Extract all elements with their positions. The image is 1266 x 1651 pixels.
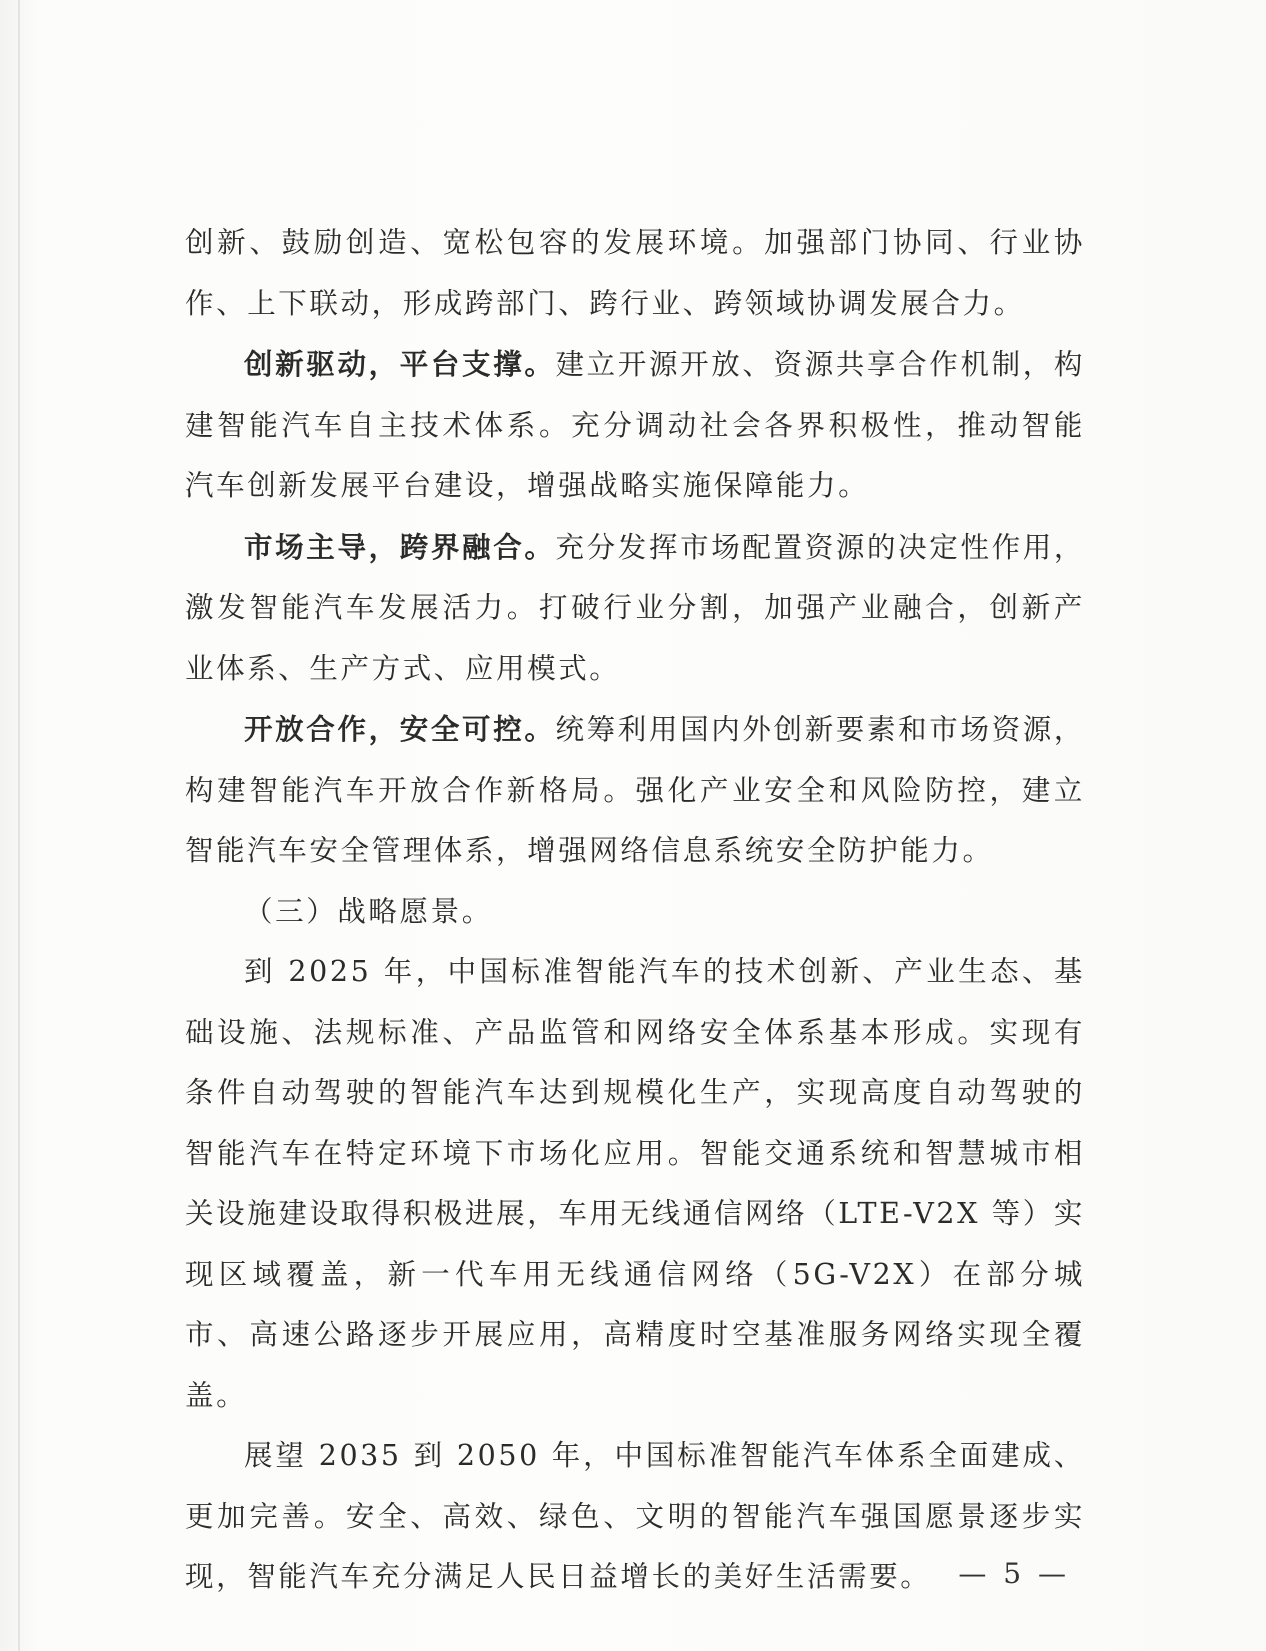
paragraph-lead: 创新驱动，平台支撑。 — [244, 347, 556, 381]
paragraph-text: 统筹利用国内外创新要素和市场资源，构建智能汽车开放合作新格局。强化产业安全和风险防控，建立智能汽车安全管理体系，增强网络信息系统安全防护能力。 — [185, 713, 1085, 867]
section-heading-text: （三）战略愿景。 — [244, 894, 493, 928]
paragraph-lead: 开放合作，安全可控。 — [244, 712, 556, 746]
document-body — [185, 213, 1085, 1608]
paragraph-text: 到 2025 年，中国标准智能汽车的技术创新、产业生态、基础设施、法规标准、产品监管和网络安全体系基本形成。实现有条件自动驾驶的智能汽车达到规模化生产，实现高度自动驾驶的智能汽车在特定环境下市场化应用。智能交通系统和智慧城市相关设施建设取得积极进展，车用无线通信网络（LTE-V2X 等）实现区域覆盖，新一代车用无线通信网络（5G-V2X）在部分城市、高速公路逐步开展应用，高精度时空基准服务网络实现全覆盖。 — [185, 955, 1085, 1412]
paragraph-market-led — [185, 517, 1085, 700]
paragraph-text: 建立开源开放、资源共享合作机制，构建智能汽车自主技术体系。充分调动社会各界积极性，推动智能汽车创新发展平台建设，增强战略实施保障能力。 — [185, 348, 1085, 502]
paragraph-2035-2050-outlook — [185, 1426, 1085, 1608]
paragraph-text: 创新、鼓励创造、宽松包容的发展环境。加强部门协同、行业协作、上下联动，形成跨部门、跨行业、跨领域协调发展合力。 — [185, 226, 1085, 320]
paragraph-open-cooperation — [185, 699, 1085, 882]
page-number: — 5 — — [958, 1557, 1070, 1590]
paragraph-text: 充分发挥市场配置资源的决定性作用，激发智能汽车发展活力。打破行业分割，加强产业融合，创新产业体系、生产方式、应用模式。 — [185, 530, 1085, 685]
paragraph-lead: 市场主导，跨界融合。 — [244, 529, 556, 564]
paragraph-2025-goals — [185, 942, 1085, 1426]
page-fold-shadow — [18, 0, 20, 1651]
paragraph-text: 展望 2035 到 2050 年，中国标准智能汽车体系全面建成、更加完善。安全、高效、绿色、文明的智能汽车强国愿景逐步实现，智能汽车充分满足人民日益增长的美好生活需要。 — [185, 1439, 1085, 1593]
section-heading-strategic-vision — [185, 882, 1085, 943]
paragraph-continued — [185, 213, 1085, 334]
paragraph-innovation-driven — [185, 334, 1085, 517]
